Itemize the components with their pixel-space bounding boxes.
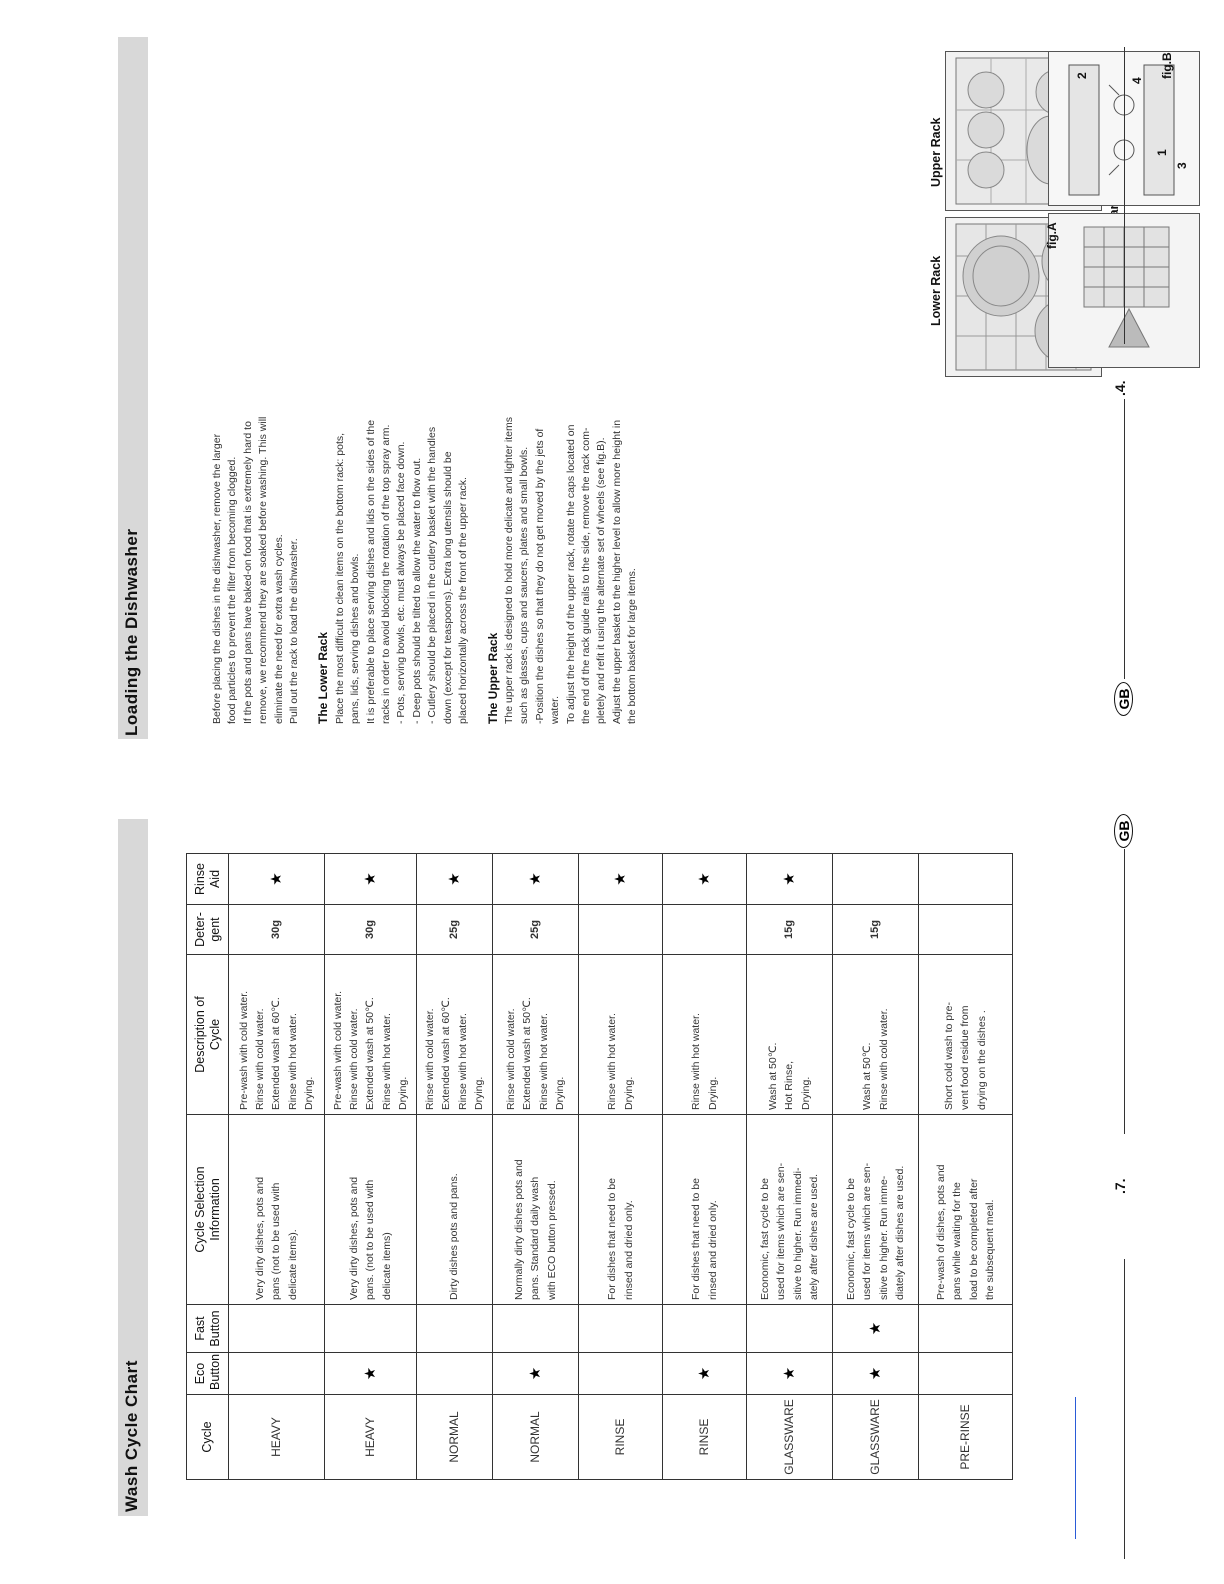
cycle-info-line: pans (not to be used with <box>270 1182 283 1300</box>
cycle-description-line: Rinse with cold water. <box>348 1008 361 1110</box>
left-footer-rule-2 <box>1124 849 1125 1134</box>
eco-button-mark: ★ <box>833 1353 919 1395</box>
cycle-name: GLASSWARE <box>747 1395 833 1480</box>
fig-b-label: fig.B <box>1160 52 1174 79</box>
fast-button-mark <box>747 1305 833 1353</box>
header-detergent: Deter- gent <box>187 905 229 955</box>
upper-rack-line: the bottom basket for large items. <box>626 568 639 724</box>
cycle-description-line: Drying. <box>622 1076 635 1110</box>
upper-rack-line: -Position the dishes so that they do not get moved by the jets of <box>533 428 546 724</box>
header-description: Description of Cycle <box>187 955 229 1115</box>
cycle-info-line: diately after dishes are used. <box>893 1165 906 1300</box>
cycle-description <box>493 955 579 1115</box>
intro-line: Before placing the dishes in the dishwasher, remove the larger <box>211 433 223 724</box>
upper-rack-line: pletely and refit it using the alternate set of wheels (see fig.B). <box>595 437 608 724</box>
cycle-description-line: Wash at 50℃. <box>767 1042 780 1110</box>
chart-title: Wash Cycle Chart <box>122 1360 141 1512</box>
cycle-info-line: load to be completed after <box>967 1178 980 1300</box>
cycle-description <box>663 955 747 1115</box>
upper-rack-line: Adjust the upper basket to the higher level to allow more height in <box>610 419 623 724</box>
cycle-info-line: pans. (not to be used with <box>364 1179 377 1300</box>
detergent-amount <box>579 905 663 955</box>
detergent-amount <box>919 905 1013 955</box>
cycle-description-line: Drying. <box>553 1076 566 1110</box>
cycle-description-line: drying on the dishes . <box>975 1010 988 1110</box>
fast-button-mark <box>325 1305 417 1353</box>
rinse-aid-mark: ★ <box>493 854 579 905</box>
detergent-amount: 15g <box>747 905 833 955</box>
fig-b-number-2: 2 <box>1075 72 1089 79</box>
cycle-description-line: Extended wash at 60℃. <box>440 997 453 1110</box>
cycle-description-line: Drying. <box>396 1076 409 1110</box>
cycle-row <box>417 854 493 1480</box>
detergent-amount <box>663 905 747 955</box>
cycle-description <box>417 955 493 1115</box>
cycle-description-line: Short cold wash to pre- <box>943 1002 956 1110</box>
cycle-info <box>663 1115 747 1305</box>
cycle-name: RINSE <box>579 1395 663 1480</box>
cycle-info-line: Economic, fast cycle to be <box>758 1178 771 1300</box>
cycle-row <box>663 854 747 1480</box>
eco-button-mark: ★ <box>747 1353 833 1395</box>
cycle-info-line: rinsed and dried only. <box>706 1200 719 1300</box>
eco-button-mark: ★ <box>493 1353 579 1395</box>
cycle-info <box>493 1115 579 1305</box>
cycle-description-line: Extended wash at 60℃. <box>270 997 283 1110</box>
lower-rack-line: down (except for teaspoons). Extra long utensils should be <box>441 451 454 724</box>
header-info: Cycle Selection Information <box>187 1115 229 1305</box>
cycle-description-line: Rinse with cold water. <box>877 1008 890 1110</box>
cycle-description-line: Rinse with hot water. <box>690 1013 703 1110</box>
rinse-aid-mark: ★ <box>579 854 663 905</box>
cycle-info <box>325 1115 417 1305</box>
left-page-number: .7. <box>1112 1178 1128 1194</box>
rinse-aid-mark: ★ <box>663 854 747 905</box>
upper-rack-line: The upper rack is designed to hold more delicate and lighter items <box>502 416 515 724</box>
cycle-description-line: vent food residue from <box>959 1005 972 1110</box>
rinse-aid-mark: ★ <box>229 854 325 905</box>
upper-rack-line: such as glasses, cups and saucers, plates and small bowls. <box>518 446 531 724</box>
eco-button-mark <box>579 1353 663 1395</box>
cycle-info-line: sitive to higher. Run immedi- <box>791 1167 804 1300</box>
cycle-row <box>579 854 663 1480</box>
cycle-description-line: Rinse with cold water. <box>423 1008 436 1110</box>
rinse-aid-mark: ★ <box>747 854 833 905</box>
eco-button-mark <box>229 1353 325 1395</box>
cycle-description-line: Drying. <box>799 1076 812 1110</box>
cycle-name: GLASSWARE <box>833 1395 919 1480</box>
cycle-info <box>579 1115 663 1305</box>
cycle-description <box>579 955 663 1115</box>
lower-rack-line: placed horizontally across the front of the upper rack. <box>457 477 470 724</box>
cycle-info-line: with ECO button pressed. <box>545 1180 558 1300</box>
rinse-aid-mark: ★ <box>325 854 417 905</box>
left-footer-rule <box>1124 1259 1125 1559</box>
cycle-info-line: For dishes that need to be <box>606 1178 619 1300</box>
lower-rack-line: pans, lids, serving dishes and bowls. <box>349 553 362 724</box>
header-rinse-aid: Rinse Aid <box>187 854 229 905</box>
cycle-description-line: Rinse with cold water. <box>504 1008 517 1110</box>
blue-link-line <box>1075 1397 1076 1539</box>
cycle-description-line: Drying. <box>302 1076 315 1110</box>
intro-line: Pull out the rack to load the dishwasher. <box>288 538 301 724</box>
fast-button-mark <box>417 1305 493 1353</box>
intro-paragraph <box>210 224 302 724</box>
cycle-name: HEAVY <box>325 1395 417 1480</box>
fast-button-mark: ★ <box>833 1305 919 1353</box>
intro-line: eliminate the need for extra wash cycles. <box>272 534 285 724</box>
cycle-info-line: Very dirty dishes, pots and <box>348 1176 361 1300</box>
upper-rack-line: To adjust the height of the upper rack, rotate the caps located on <box>564 424 577 724</box>
cycle-description-line: Rinse with hot water. <box>286 1013 299 1110</box>
eco-button-mark <box>919 1353 1013 1395</box>
fig-b-number-4: 4 <box>1130 77 1144 84</box>
cycle-description-line: Rinse with hot water. <box>456 1013 469 1110</box>
cycle-info-line: delicate items) <box>380 1232 393 1300</box>
fast-button-mark <box>919 1305 1013 1353</box>
fig-b-number-3: 3 <box>1175 162 1189 169</box>
detergent-amount: 25g <box>417 905 493 955</box>
left-gb-badge: GB <box>1114 814 1133 848</box>
cycle-info <box>919 1115 1013 1305</box>
fast-button-mark <box>493 1305 579 1353</box>
cycle-description-line: Rinse with cold water. <box>254 1008 267 1110</box>
cycle-description-line: Wash at 50℃. <box>861 1042 874 1110</box>
cycle-info-line: Economic, fast cycle to be <box>844 1178 857 1300</box>
upper-rack-text <box>502 224 641 724</box>
cycle-name: RINSE <box>663 1395 747 1480</box>
lower-rack-text <box>333 224 472 724</box>
cycle-info-line: Pre-wash of dishes, pots and <box>934 1164 947 1300</box>
loading-title: Loading the Dishwasher <box>122 528 141 736</box>
right-gb-badge: GB <box>1114 682 1133 716</box>
cycle-info-line: the subsequent meal. <box>983 1199 996 1300</box>
lower-rack-heading: The Lower Rack <box>316 631 331 724</box>
cycle-description <box>833 955 919 1115</box>
cycle-info-line: pans while waiting for the <box>951 1182 964 1300</box>
lower-rack-line: - Pots, serving bowls, etc. must always be placed face down. <box>395 441 408 724</box>
fig-a-label: fig.A <box>1045 222 1059 249</box>
cycle-info-line: used for items which are sen- <box>861 1162 874 1300</box>
cycle-name: PRE-RINSE <box>919 1395 1013 1480</box>
cycle-description-line: Rinse with hot water. <box>606 1013 619 1110</box>
cycle-info-line: For dishes that need to be <box>690 1178 703 1300</box>
cycle-name: NORMAL <box>493 1395 579 1480</box>
detergent-amount: 15g <box>833 905 919 955</box>
lower-rack-line: Place the most difficult to clean items on the bottom rack: pots, <box>333 432 346 724</box>
cycle-name: NORMAL <box>417 1395 493 1480</box>
cycle-info-line: pans. Standard daily wash <box>529 1176 542 1300</box>
cycle-description-line: Extended wash at 50℃. <box>364 997 377 1110</box>
lower-rack-caption: Lower Rack <box>929 255 943 326</box>
fig-b-number-1: 1 <box>1155 149 1169 156</box>
rinse-aid-mark: ★ <box>417 854 493 905</box>
intro-line: food particles to prevent the filter from becoming clogged. <box>226 456 239 724</box>
cycle-description <box>325 955 417 1115</box>
cycle-row <box>833 854 919 1480</box>
loading-body-text <box>210 224 641 724</box>
fast-button-mark <box>579 1305 663 1353</box>
right-footer-rule-a <box>1124 399 1125 679</box>
cycle-row <box>919 854 1013 1480</box>
header-eco: Eco Button <box>187 1353 229 1395</box>
right-footer-rule-b <box>1124 47 1125 344</box>
cycle-info <box>833 1115 919 1305</box>
cycle-info-line: ately after dishes are used. <box>807 1173 820 1300</box>
cycle-description-line: Extended wash at 50℃. <box>521 997 534 1110</box>
cycle-info-line: Dirty dishes pots and pans. <box>448 1173 461 1300</box>
rinse-aid-mark <box>833 854 919 905</box>
cycle-info-line: rinsed and dried only. <box>622 1200 635 1300</box>
cycle-row <box>493 854 579 1480</box>
cycle-description-line: Rinse with hot water. <box>380 1013 393 1110</box>
cycle-description-line: Pre-wash with cold water. <box>331 990 344 1110</box>
cycle-info-line: sitive to higher. Run imme- <box>877 1175 890 1300</box>
intro-line: remove, we recommend they are soaked before washing. This will <box>257 416 270 724</box>
cycle-description <box>747 955 833 1115</box>
cycle-name: HEAVY <box>229 1395 325 1480</box>
cycle-row <box>229 854 325 1480</box>
cycle-info-line: used for items which are sen- <box>775 1162 788 1300</box>
cycle-description-line: Rinse with hot water. <box>537 1013 550 1110</box>
detergent-amount: 25g <box>493 905 579 955</box>
cycle-info-line: delicate items). <box>286 1229 299 1300</box>
wash-cycle-table <box>186 853 1013 1480</box>
eco-button-mark <box>417 1353 493 1395</box>
cycle-description <box>919 955 1013 1115</box>
rinse-aid-mark <box>919 854 1013 905</box>
header-fast: Fast Button <box>187 1305 229 1353</box>
cycle-description-line: Drying. <box>706 1076 719 1110</box>
upper-rack-heading: The Upper Rack <box>485 632 500 724</box>
lower-rack-line: - Cutlery should be placed in the cutlery basket with the handles <box>426 426 439 724</box>
cycle-description <box>229 955 325 1115</box>
cycle-row <box>325 854 417 1480</box>
cycle-info-line: Normally dirty dishes pots and <box>513 1159 526 1300</box>
cycle-info <box>417 1115 493 1305</box>
cycle-description-line: Drying. <box>472 1076 485 1110</box>
upper-rack-line: water. <box>549 695 562 724</box>
cycle-row <box>747 854 833 1480</box>
cycle-info <box>229 1115 325 1305</box>
wash-cycle-rows <box>229 854 1013 1480</box>
detergent-amount: 30g <box>229 905 325 955</box>
eco-button-mark: ★ <box>663 1353 747 1395</box>
lower-rack-line: racks in order to avoid blocking the rotation of the top spray arm. <box>380 424 393 724</box>
fast-button-mark <box>663 1305 747 1353</box>
upper-rack-line: the end of the rack guide rails to the side, remove the rack com- <box>579 427 592 724</box>
intro-line: If the pots and pans have baked-on food that is extremely hard to <box>241 421 254 724</box>
lower-rack-line: It is preferable to place serving dishes and lids on the sides of the <box>364 419 377 724</box>
right-page-number: .4. <box>1112 380 1128 396</box>
cycle-info <box>747 1115 833 1305</box>
lower-rack-line: - Deep pots should be tilted to allow the water to flow out. <box>410 457 423 724</box>
header-cycle: Cycle <box>187 1395 229 1480</box>
eco-button-mark: ★ <box>325 1353 417 1395</box>
cycle-description-line: Pre-wash with cold water. <box>237 990 250 1110</box>
upper-rack-caption: Upper Rack <box>929 117 943 187</box>
cycle-description-line: Hot Rinse, <box>783 1060 796 1110</box>
detergent-amount: 30g <box>325 905 417 955</box>
fast-button-mark <box>229 1305 325 1353</box>
cycle-info-line: Very dirty dishes, pots and <box>254 1176 267 1300</box>
